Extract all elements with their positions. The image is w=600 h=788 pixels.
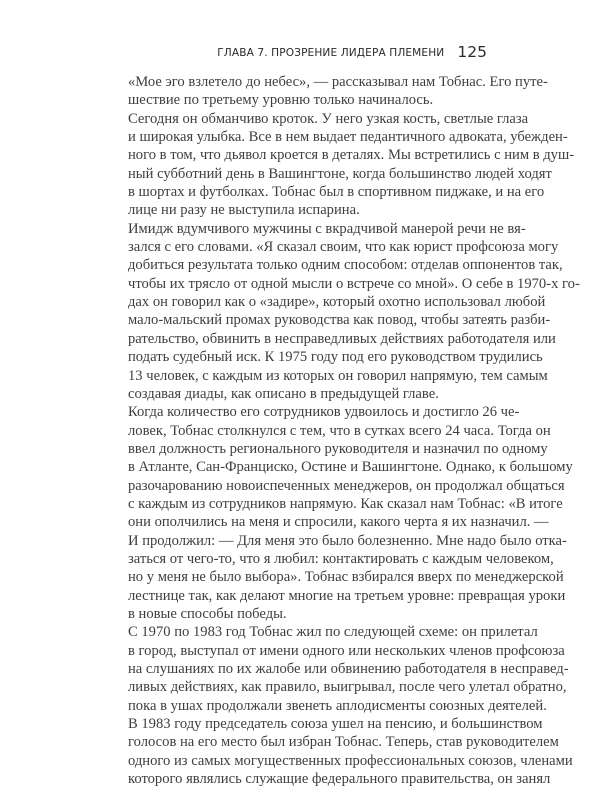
text-line: они ополчились на меня и спросили, какого черта я их назначил. —: [128, 514, 549, 531]
paragraph-1: [110, 73, 548, 110]
chapter-title: ГЛАВА 7. ПРОЗРЕНИЕ ЛИДЕРА ПЛЕМЕНИ: [217, 47, 445, 59]
text-line: создавая диады, как описано в предыдущей главе.: [128, 385, 439, 402]
body-text: [110, 73, 580, 788]
text-line: ввел должность регионального руководителя и назначил по одному: [128, 440, 548, 457]
text-line: лице ни разу не выступила испарина.: [128, 202, 360, 219]
text-line: 13 человек, с каждым из которых он говорил напрямую, тем самым: [128, 367, 548, 384]
text-line: голосов на его место был избран Тобнас. Теперь, став руководителем: [128, 734, 559, 751]
text-line: Сегодня он обманчиво кроток. У него узкая кость, светлые глаза: [128, 110, 529, 127]
text-line: чтобы их трясло от одной мысли о встрече со мной». О себе в 1970-х го-: [128, 275, 580, 292]
paragraph-2: [110, 110, 575, 220]
text-line: в город, выступал от имени одного или нескольких членов профсоюза: [128, 642, 565, 659]
text-line: зался с его словами. «Я сказал своим, что как юрист профсоюза могу: [128, 239, 559, 256]
running-head: [110, 41, 487, 61]
paragraph-3: [110, 220, 580, 403]
text-line: ный субботний день в Вашингтоне, когда большинство людей ходят: [128, 165, 552, 182]
text-line: на слушаниях по их жалобе или обвинению работодателя в несправед-: [128, 661, 569, 677]
text-line: в новые способы победы.: [128, 605, 287, 622]
text-line: «Мое эго взлетело до небес», — рассказывал нам Тобнас. Его путе-: [128, 74, 548, 90]
text-line: В 1983 году председатель союза ушел на пенсию, и большинством: [128, 716, 543, 733]
paragraph-4: [110, 403, 573, 623]
text-line: дах он говорил как о «задире», который охотно использовал любой: [128, 294, 546, 311]
text-line: Когда количество его сотрудников удвоилось и достигло 26 че-: [128, 404, 520, 421]
text-line: и широкая улыбка. Все в нем выдает педантичного адвоката, убежден-: [128, 129, 568, 146]
text-line: ного в том, что дьявол кроется в деталях. Мы встретились с ним в душ-: [128, 147, 575, 164]
text-line: подать судебный иск. К 1975 году под его руководством трудились: [128, 349, 543, 366]
text-line: заться от чего-то, что я любил: контактировать с каждым человеком,: [128, 550, 554, 567]
text-line: лестнице так, как делают многие на третьем уровне: превращая уроки: [128, 587, 566, 604]
text-line: одного из самых могущественных профессиональных союзов, членами: [128, 752, 573, 769]
text-line: ливых действиях, как правило, выигрывал, после чего улетал обратно,: [128, 679, 567, 696]
paragraph-5: [110, 623, 573, 788]
text-line: в шортах и футболках. Тобнас был в спортивном пиджаке, и на его: [128, 184, 545, 201]
text-line: С 1970 по 1983 год Тобнас жил по следующей схеме: он прилетал: [128, 624, 538, 641]
text-line: но у меня не было выбора». Тобнас взбирался вверх по менеджерской: [128, 569, 564, 586]
text-line: с каждым из сотрудников напрямую. Как сказал нам Тобнас: «В итоге: [128, 495, 563, 512]
text-line: разочарованию новоиспеченных менеджеров, он продолжал общаться: [128, 477, 565, 494]
text-line: в Атланте, Сан-Франциско, Остине и Вашингтоне. Однако, к большому: [128, 459, 573, 476]
text-line: Имидж вдумчивого мужчины с вкрадчивой манерой речи не вя-: [128, 220, 526, 237]
text-line: И продолжил: — Для меня это было болезненно. Мне надо было отка-: [128, 532, 567, 549]
text-line: пока в ушах продолжали звенеть аплодисменты союзных деятелей.: [128, 697, 547, 714]
text-line: добиться результата только одним способом: отделав оппонентов так,: [128, 257, 563, 274]
text-line: ловек, Тобнас столкнулся с тем, что в сутках всего 24 часа. Тогда он: [128, 422, 551, 439]
text-line: рательство, обвинить в несправедливых действиях работодателя или: [128, 330, 556, 347]
page-number: 125: [457, 43, 487, 61]
text-line: шествие по третьему уровню только начиналось.: [128, 92, 434, 109]
text-line: которого являлись служащие федерального правительства, он занял: [128, 771, 551, 788]
text-line: мало-мальский промах руководства как повод, чтобы затеять разби-: [128, 312, 551, 329]
